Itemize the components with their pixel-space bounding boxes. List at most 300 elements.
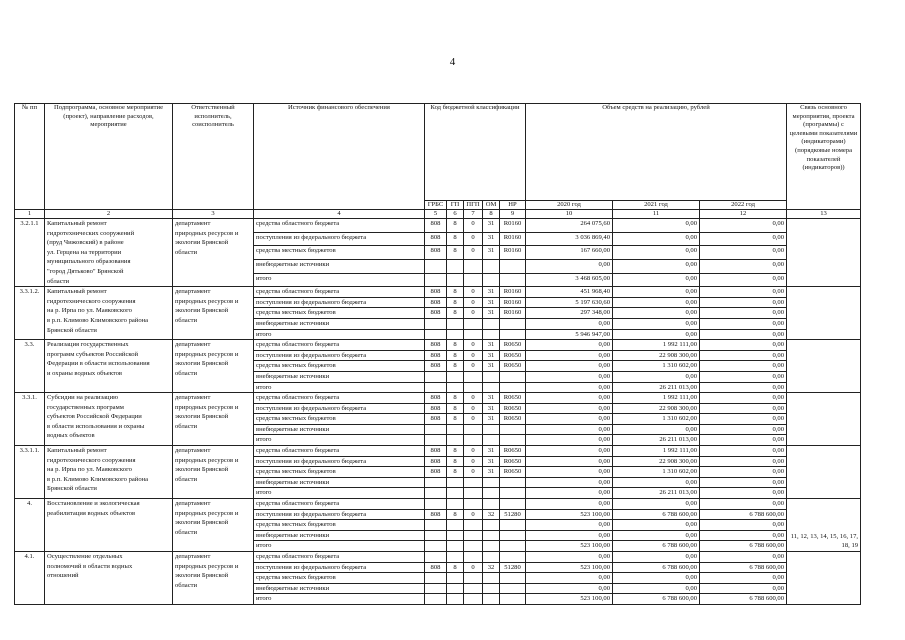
funding-source: внебюджетные источники [254, 477, 425, 488]
code-gp [447, 530, 464, 541]
amount-2022: 0,00 [700, 329, 787, 340]
code-nr: R0160 [500, 297, 526, 308]
responsible-line: департамент [175, 341, 211, 349]
code-gp: 8 [447, 467, 464, 478]
amount-2021: 0,00 [613, 499, 700, 510]
col-number: 4 [254, 210, 425, 219]
code-pgp: 0 [464, 350, 483, 361]
header-om: ОМ [483, 201, 500, 210]
code-gp: 8 [447, 562, 464, 573]
funding-source: средства местных бюджетов [254, 573, 425, 584]
amount-2020: 5 197 630,60 [526, 297, 613, 308]
code-gp: 8 [447, 232, 464, 246]
amount-2022: 0,00 [700, 361, 787, 372]
code-om [483, 371, 500, 382]
description-line: Субсидии на реализацию [47, 394, 119, 402]
code-pgp [464, 573, 483, 584]
code-om: 31 [483, 340, 500, 351]
amount-2020: 523 100,00 [526, 562, 613, 573]
code-pgp: 0 [464, 414, 483, 425]
responsible-line: природных ресурсов и [175, 297, 239, 305]
responsible-line: природных ресурсов и [175, 403, 239, 411]
code-gp [447, 329, 464, 340]
funding-source: средства областного бюджета [254, 393, 425, 404]
amount-2020: 523 100,00 [526, 509, 613, 520]
code-pgp [464, 541, 483, 552]
code-nr [500, 273, 526, 287]
amount-2022: 0,00 [700, 382, 787, 393]
description-line: государственных программ [47, 403, 124, 411]
code-grbs [425, 530, 447, 541]
col-number: 6 [447, 210, 464, 219]
header-gp: ГП [447, 201, 464, 210]
code-pgp [464, 371, 483, 382]
code-pgp: 0 [464, 361, 483, 372]
description-line: Реализация государственных [47, 341, 129, 349]
amount-2020: 0,00 [526, 403, 613, 414]
funding-source: средства местных бюджетов [254, 361, 425, 372]
code-grbs [425, 371, 447, 382]
amount-2020: 0,00 [526, 446, 613, 457]
amount-2022: 6 788 600,00 [700, 509, 787, 520]
code-grbs [425, 499, 447, 510]
description-line: Федерации в области использования [47, 360, 150, 368]
code-grbs [425, 329, 447, 340]
code-pgp [464, 273, 483, 287]
measure-description [45, 446, 173, 499]
amount-2022: 0,00 [700, 308, 787, 319]
code-gp [447, 583, 464, 594]
funding-source: средства областного бюджета [254, 340, 425, 351]
code-pgp: 0 [464, 340, 483, 351]
amount-2021: 0,00 [613, 259, 700, 273]
indicator-link [787, 552, 861, 605]
funding-source: итого [254, 329, 425, 340]
amount-2020: 0,00 [526, 361, 613, 372]
code-pgp [464, 594, 483, 605]
code-gp: 8 [447, 297, 464, 308]
funding-source: средства местных бюджетов [254, 520, 425, 531]
code-grbs [425, 520, 447, 531]
col-number: 7 [464, 210, 483, 219]
measure-description [45, 552, 173, 605]
code-nr: R0650 [500, 403, 526, 414]
amount-2020: 0,00 [526, 488, 613, 499]
responsible-line: природных ресурсов и [175, 229, 239, 237]
amount-2021: 0,00 [613, 530, 700, 541]
funding-source: внебюджетные источники [254, 259, 425, 273]
page-number: 4 [449, 56, 456, 68]
col-number: 3 [173, 210, 254, 219]
code-om [483, 318, 500, 329]
amount-2021: 26 211 013,00 [613, 435, 700, 446]
code-gp [447, 382, 464, 393]
responsible-executor [173, 552, 254, 605]
amount-2020: 0,00 [526, 456, 613, 467]
amount-2022: 0,00 [700, 499, 787, 510]
code-nr: R0650 [500, 446, 526, 457]
code-gp: 8 [447, 219, 464, 233]
amount-2022: 0,00 [700, 446, 787, 457]
measure-description [45, 219, 173, 287]
code-nr [500, 530, 526, 541]
amount-2021: 0,00 [613, 273, 700, 287]
code-om [483, 552, 500, 563]
responsible-line: области [175, 316, 198, 324]
row-number: 3.2.1.1 [15, 219, 45, 287]
header-funding: Объем средств на реализацию, рублей [526, 104, 787, 201]
code-gp [447, 488, 464, 499]
description-line: Восстановление и экологическая [47, 500, 140, 508]
amount-2022: 0,00 [700, 340, 787, 351]
amount-2022: 0,00 [700, 424, 787, 435]
row-number: 3.3.1.2. [15, 287, 45, 340]
code-nr: R0160 [500, 308, 526, 319]
amount-2020: 0,00 [526, 350, 613, 361]
code-grbs [425, 424, 447, 435]
code-grbs: 808 [425, 219, 447, 233]
header-source: Источник финансового обеспечения [254, 104, 425, 210]
code-nr: R0650 [500, 414, 526, 425]
description-line: гидротехнического сооружения [47, 456, 136, 464]
amount-2021: 0,00 [613, 520, 700, 531]
code-pgp [464, 488, 483, 499]
code-pgp: 0 [464, 246, 483, 260]
code-nr: R0650 [500, 340, 526, 351]
amount-2020: 0,00 [526, 467, 613, 478]
code-nr: R0160 [500, 219, 526, 233]
code-grbs [425, 477, 447, 488]
responsible-executor [173, 393, 254, 446]
responsible-line: экологии Брянской [175, 413, 229, 421]
code-grbs: 808 [425, 287, 447, 298]
table-row [15, 393, 861, 404]
amount-2021: 22 908 300,00 [613, 456, 700, 467]
code-pgp [464, 530, 483, 541]
code-gp [447, 259, 464, 273]
code-nr: R0160 [500, 232, 526, 246]
amount-2021: 0,00 [613, 318, 700, 329]
funding-source: поступления из федерального бюджета [254, 456, 425, 467]
amount-2022: 0,00 [700, 259, 787, 273]
code-grbs: 808 [425, 361, 447, 372]
row-number: 3.3.1. [15, 393, 45, 446]
responsible-line: экологии Брянской [175, 307, 229, 315]
code-om [483, 499, 500, 510]
code-nr [500, 520, 526, 531]
code-om [483, 477, 500, 488]
code-om [483, 329, 500, 340]
description-line: Брянской области [47, 485, 97, 493]
amount-2020: 0,00 [526, 499, 613, 510]
code-pgp: 0 [464, 456, 483, 467]
code-nr: R0650 [500, 467, 526, 478]
code-pgp [464, 382, 483, 393]
amount-2021: 26 211 013,00 [613, 488, 700, 499]
code-nr: 51280 [500, 509, 526, 520]
funding-source: поступления из федерального бюджета [254, 562, 425, 573]
code-om [483, 530, 500, 541]
code-nr [500, 371, 526, 382]
row-number: 4. [15, 499, 45, 552]
responsible-line: области [175, 475, 198, 483]
funding-source: итого [254, 382, 425, 393]
funding-source: поступления из федерального бюджета [254, 232, 425, 246]
code-gp [447, 273, 464, 287]
code-om [483, 435, 500, 446]
code-om [483, 520, 500, 531]
responsible-line: экологии Брянской [175, 360, 229, 368]
code-grbs [425, 552, 447, 563]
description-line: полномочий в области водных [47, 562, 133, 570]
amount-2022: 0,00 [700, 583, 787, 594]
amount-2021: 22 908 300,00 [613, 350, 700, 361]
responsible-executor [173, 219, 254, 287]
amount-2022: 0,00 [700, 232, 787, 246]
code-grbs: 808 [425, 340, 447, 351]
responsible-line: области [175, 248, 198, 256]
code-nr [500, 259, 526, 273]
code-grbs [425, 382, 447, 393]
amount-2020: 0,00 [526, 520, 613, 531]
code-gp: 8 [447, 308, 464, 319]
code-nr: R0650 [500, 456, 526, 467]
amount-2020: 0,00 [526, 371, 613, 382]
responsible-executor [173, 340, 254, 393]
code-gp [447, 435, 464, 446]
description-line: на р. Ирпа по ул. Маяковского [47, 466, 132, 474]
code-gp [447, 594, 464, 605]
code-gp: 8 [447, 456, 464, 467]
code-grbs: 808 [425, 350, 447, 361]
code-om [483, 382, 500, 393]
responsible-line: департамент [175, 394, 211, 402]
code-om: 32 [483, 509, 500, 520]
code-grbs [425, 435, 447, 446]
responsible-line: экологии Брянской [175, 466, 229, 474]
funding-source: средства местных бюджетов [254, 246, 425, 260]
row-number: 3.3.1.1. [15, 446, 45, 499]
funding-source: средства областного бюджета [254, 287, 425, 298]
code-gp: 8 [447, 403, 464, 414]
code-grbs [425, 259, 447, 273]
amount-2020: 451 968,40 [526, 287, 613, 298]
funding-source: средства местных бюджетов [254, 467, 425, 478]
amount-2020: 0,00 [526, 414, 613, 425]
header-budget-code: Код бюджетной классификации [425, 104, 526, 201]
amount-2022: 0,00 [700, 488, 787, 499]
indicator-link [787, 340, 861, 393]
amount-2022: 6 788 600,00 [700, 562, 787, 573]
amount-2022: 0,00 [700, 393, 787, 404]
col-number: 13 [787, 210, 861, 219]
code-gp [447, 573, 464, 584]
code-om: 32 [483, 562, 500, 573]
description-line: программ субъектов Российской [47, 350, 139, 358]
funding-source: средства местных бюджетов [254, 414, 425, 425]
table-row [15, 287, 861, 298]
amount-2020: 0,00 [526, 340, 613, 351]
funding-source: поступления из федерального бюджета [254, 297, 425, 308]
code-pgp [464, 583, 483, 594]
amount-2022: 0,00 [700, 297, 787, 308]
code-nr [500, 594, 526, 605]
code-gp [447, 424, 464, 435]
code-gp: 8 [447, 414, 464, 425]
code-gp [447, 318, 464, 329]
header-2022: 2022 год [700, 201, 787, 210]
code-gp [447, 499, 464, 510]
code-nr: R0160 [500, 246, 526, 260]
description-line: ул. Герцена на территории [47, 248, 122, 256]
table-row [15, 552, 861, 563]
description-line: на р. Ирпа по ул. Маяковского [47, 307, 132, 315]
code-om: 31 [483, 456, 500, 467]
code-pgp [464, 318, 483, 329]
code-gp: 8 [447, 393, 464, 404]
amount-2021: 0,00 [613, 297, 700, 308]
code-om [483, 583, 500, 594]
amount-2021: 1 310 602,00 [613, 414, 700, 425]
header-subprogram: Подпрограмма, основное мероприятие (проект), направление расходов, мероприятие [45, 104, 173, 210]
funding-source: внебюджетные источники [254, 371, 425, 382]
amount-2021: 0,00 [613, 552, 700, 563]
responsible-line: экологии Брянской [175, 572, 229, 580]
amount-2021: 0,00 [613, 329, 700, 340]
code-pgp [464, 329, 483, 340]
responsible-line: экологии Брянской [175, 519, 229, 527]
amount-2022: 0,00 [700, 414, 787, 425]
amount-2021: 0,00 [613, 477, 700, 488]
amount-2020: 3 036 869,40 [526, 232, 613, 246]
code-gp [447, 552, 464, 563]
responsible-executor [173, 499, 254, 552]
code-grbs [425, 318, 447, 329]
funding-source: итого [254, 541, 425, 552]
responsible-line: природных ресурсов и [175, 509, 239, 517]
code-om: 31 [483, 232, 500, 246]
amount-2021: 0,00 [613, 308, 700, 319]
amount-2020: 523 100,00 [526, 594, 613, 605]
indicator-link [787, 287, 861, 340]
description-line: гидротехнических сооружений [47, 229, 135, 237]
responsible-line: природных ресурсов и [175, 562, 239, 570]
code-nr [500, 499, 526, 510]
amount-2022: 0,00 [700, 287, 787, 298]
amount-2022: 6 788 600,00 [700, 594, 787, 605]
code-grbs [425, 594, 447, 605]
code-om: 31 [483, 446, 500, 457]
code-grbs: 808 [425, 562, 447, 573]
code-nr [500, 573, 526, 584]
indicator-link [787, 446, 861, 499]
amount-2021: 0,00 [613, 232, 700, 246]
code-gp: 8 [447, 361, 464, 372]
amount-2021: 0,00 [613, 424, 700, 435]
funding-source: итого [254, 488, 425, 499]
amount-2022: 0,00 [700, 318, 787, 329]
header-num: № пп [15, 104, 45, 210]
code-gp [447, 541, 464, 552]
col-number: 5 [425, 210, 447, 219]
amount-2022: 0,00 [700, 530, 787, 541]
description-line: в р.п. Климово Климовского района [47, 316, 149, 324]
funding-source: средства областного бюджета [254, 219, 425, 233]
code-grbs: 808 [425, 509, 447, 520]
code-om: 31 [483, 467, 500, 478]
responsible-line: департамент [175, 288, 211, 296]
code-pgp: 0 [464, 403, 483, 414]
responsible-line: природных ресурсов и [175, 456, 239, 464]
measure-description [45, 340, 173, 393]
amount-2022: 0,00 [700, 456, 787, 467]
amount-2022: 0,00 [700, 246, 787, 260]
code-grbs [425, 273, 447, 287]
table-row [15, 499, 861, 510]
code-nr [500, 424, 526, 435]
amount-2022: 0,00 [700, 350, 787, 361]
responsible-line: области [175, 528, 198, 536]
code-om [483, 424, 500, 435]
code-gp [447, 371, 464, 382]
code-grbs [425, 583, 447, 594]
description-line: "город Дятьково" Брянской [47, 267, 124, 275]
amount-2020: 0,00 [526, 393, 613, 404]
code-om [483, 541, 500, 552]
code-nr [500, 477, 526, 488]
code-gp [447, 477, 464, 488]
amount-2020: 0,00 [526, 530, 613, 541]
description-line: гидротехнического сооружения [47, 297, 136, 305]
responsible-executor [173, 446, 254, 499]
code-pgp [464, 477, 483, 488]
code-nr: R0160 [500, 287, 526, 298]
col-number: 1 [15, 210, 45, 219]
amount-2020: 0,00 [526, 573, 613, 584]
code-pgp [464, 424, 483, 435]
amount-2021: 0,00 [613, 246, 700, 260]
code-nr [500, 583, 526, 594]
description-line: Осуществление отдельных [47, 553, 123, 560]
responsible-line: департамент [175, 553, 211, 560]
code-nr: 51280 [500, 562, 526, 573]
code-pgp: 0 [464, 219, 483, 233]
code-grbs: 808 [425, 232, 447, 246]
row-number: 3.3. [15, 340, 45, 393]
measure-description [45, 287, 173, 340]
header-2021: 2021 год [613, 201, 700, 210]
amount-2021: 0,00 [613, 287, 700, 298]
code-grbs: 808 [425, 414, 447, 425]
header-nr: НР [500, 201, 526, 210]
col-number: 2 [45, 210, 173, 219]
responsible-line: области [175, 581, 198, 589]
code-om [483, 488, 500, 499]
amount-2020: 0,00 [526, 382, 613, 393]
code-grbs [425, 541, 447, 552]
code-om: 31 [483, 414, 500, 425]
header-pgp: ПГП [464, 201, 483, 210]
description-line: реабилитация водных объектов [47, 509, 136, 517]
code-grbs: 808 [425, 246, 447, 260]
funding-source: итого [254, 273, 425, 287]
description-line: (пруд Чижовский) в районе [47, 239, 124, 247]
amount-2021: 1 992 111,00 [613, 340, 700, 351]
responsible-line: области [175, 422, 198, 430]
code-grbs [425, 488, 447, 499]
amount-2022: 0,00 [700, 403, 787, 414]
code-om: 31 [483, 308, 500, 319]
